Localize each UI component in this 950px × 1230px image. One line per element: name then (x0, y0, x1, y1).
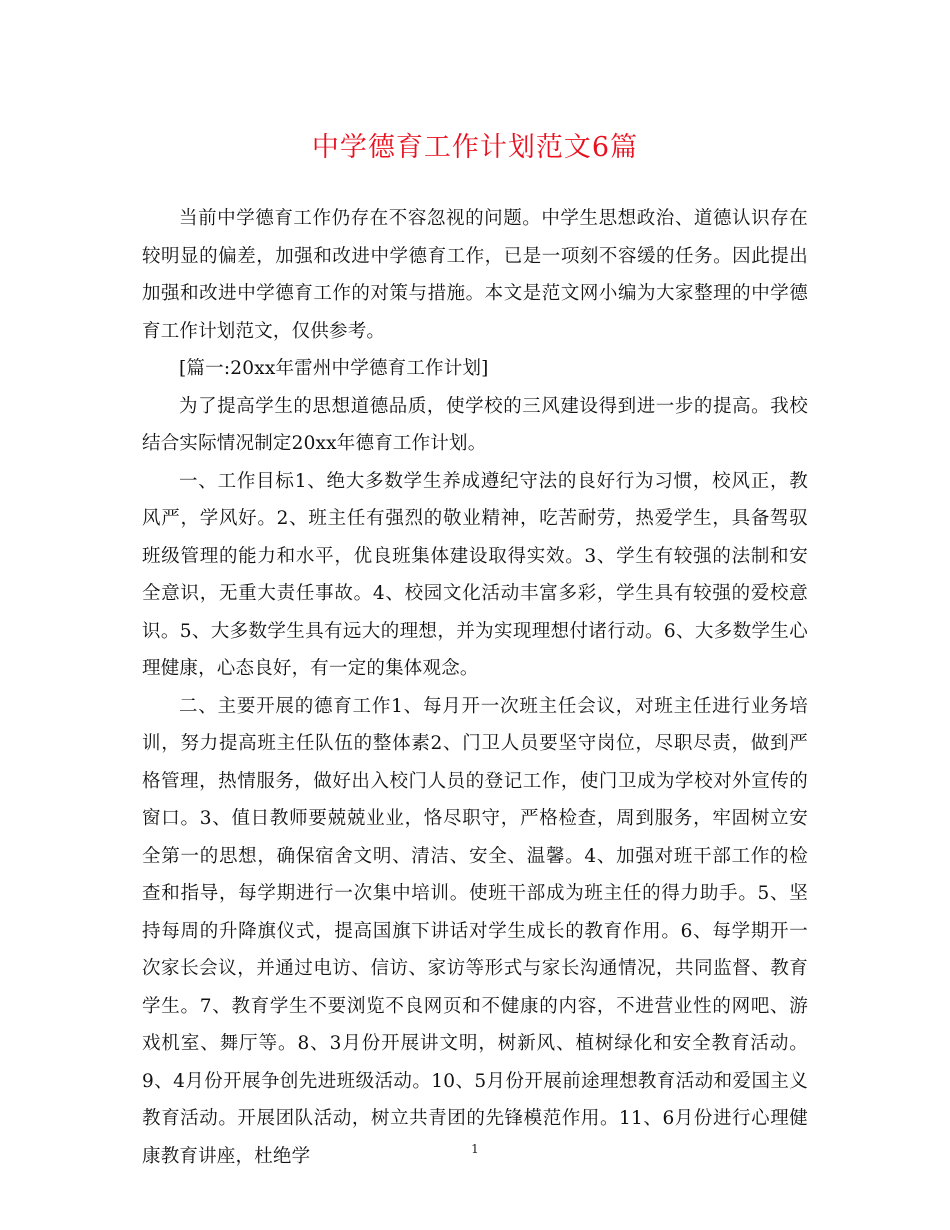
document-title: 中学德育工作计划范文6篇 (311, 132, 639, 163)
intro-paragraph: 当前中学德育工作仍存在不容忽视的问题。中学生思想政治、道德认识存在较明显的偏差，加强和改进中学德育工作，已是一项刻不容缓的任务。因此提出加强和改进中学德育工作的对策与措施。本文是范文网小编为大家整理的中学德育工作计划范文，仅供参考。 (142, 208, 808, 342)
body-paragraph: 为了提高学生的思想道德品质，使学校的三风建设得到进一步的提高。我校结合实际情况制定20xx年德育工作计划。 (142, 395, 808, 454)
page-number: 1 (471, 1142, 479, 1156)
body-paragraph: 一、工作目标1、绝大多数学生养成遵纪守法的良好行为习惯，校风正，教风严，学风好。2、班主任有强烈的敬业精神，吃苦耐劳，热爱学生，具备驾驭班级管理的能力和水平，优良班集体建设取得实效。3、学生有较强的法制和安全意识，无重大责任事故。4、校园文化活动丰富多彩，学生具有较强的爱校意识。5、大多数学生具有远大的理想，并为实现理想付诸行动。6、大多数学生心理健康，心态良好，有一定的集体观念。 (142, 470, 808, 679)
document-body (142, 200, 808, 1175)
section-heading: [篇一:20xx年雷州中学德育工作计划] (179, 358, 489, 379)
body-paragraph: 二、主要开展的德育工作1、每月开一次班主任会议，对班主任进行业务培训，努力提高班主任队伍的整体素2、门卫人员要坚守岗位，尽职尽责，做到严格管理，热情服务，做好出入校门人员的登记工作，使门卫成为学校对外宣传的窗口。3、值日教师要兢兢业业，恪尽职守，严格检查，周到服务，牢固树立安全第一的思想，确保宿舍文明、清洁、安全、温馨。4、加强对班干部工作的检查和指导，每学期进行一次集中培训。使班干部成为班主任的得力助手。5、坚持每周的升降旗仪式，提高国旗下讲话对学生成长的教育作用。6、每学期开一次家长会议，并通过电访、信访、家访等形式与家长沟通情况，共同监督、教育学生。7、教育学生不要浏览不良网页和不健康的内容，不进营业性的网吧、游戏机室、舞厅等。8、3月份开展讲文明，树新风、植树绿化和安全教育活动。9、4月份开展争创先进班级活动。10、5月份开展前途理想教育活动和爱国主义教育活动。开展团队活动，树立共青团的先锋模范作用。11、6月份进行心理健康教育讲座，杜绝学 (142, 695, 808, 1167)
